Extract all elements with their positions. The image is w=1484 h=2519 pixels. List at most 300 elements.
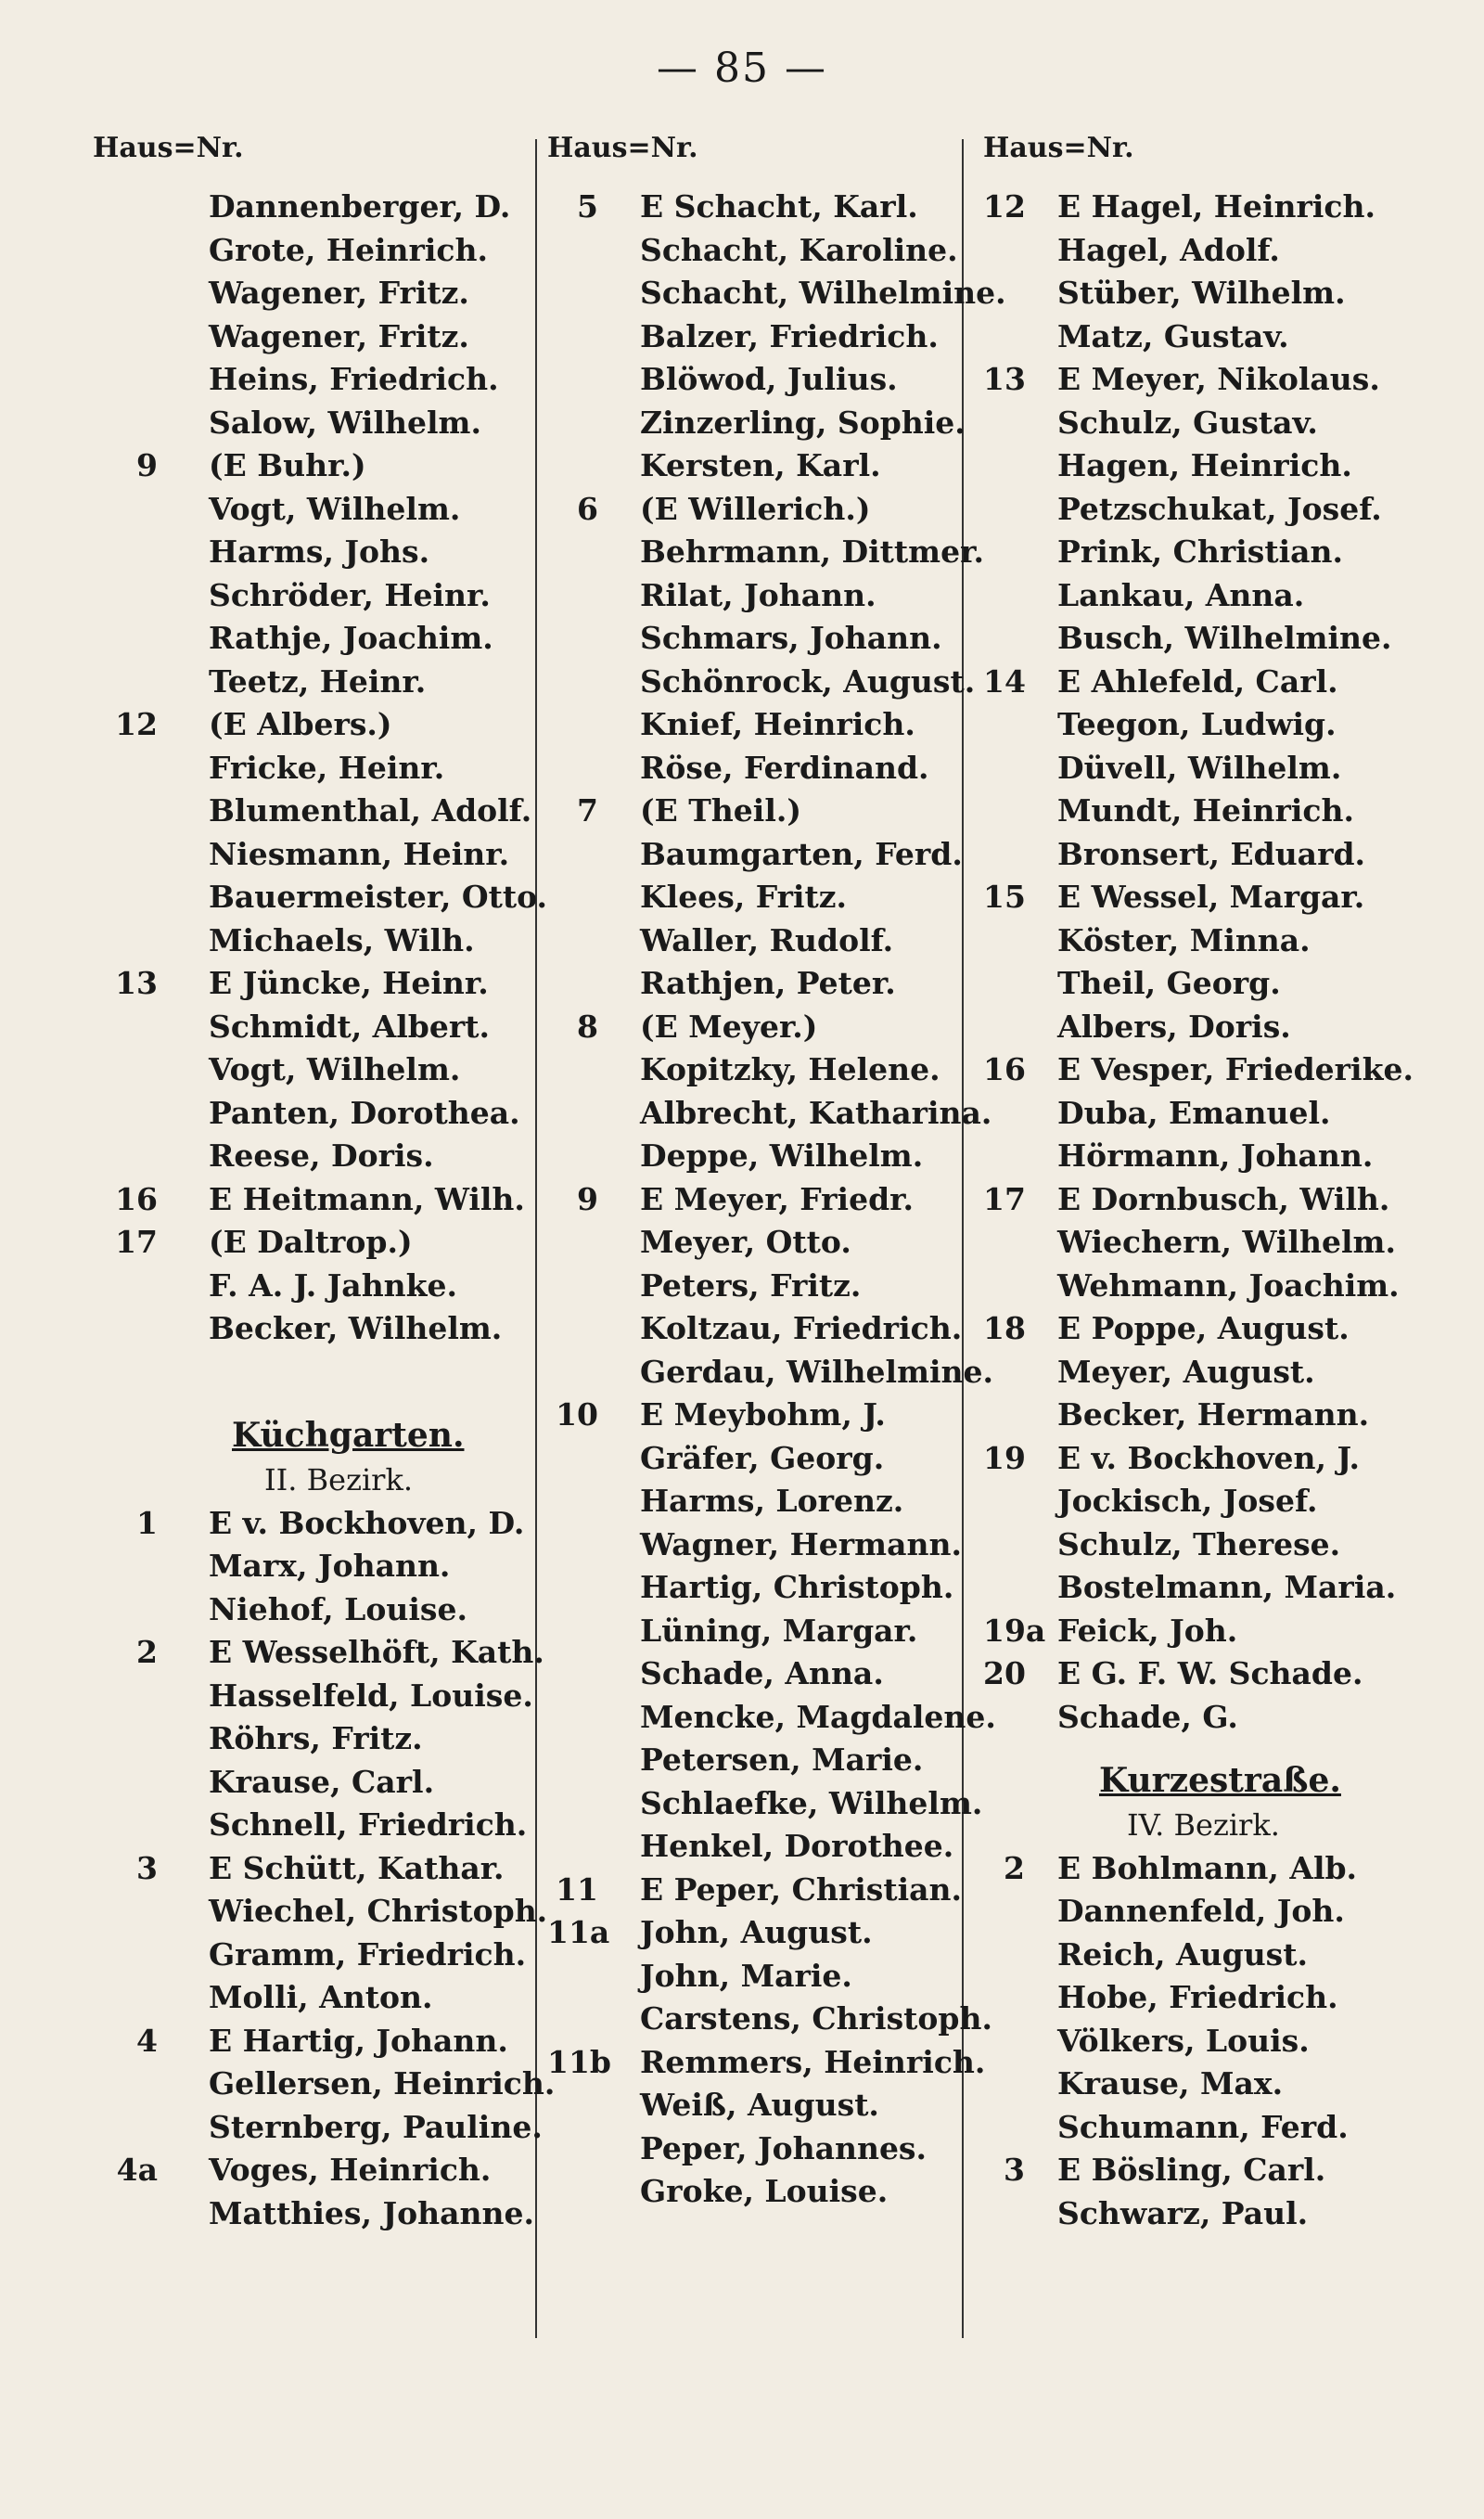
directory-entry (983, 1307, 1428, 1351)
directory-entry (547, 703, 974, 747)
resident-name: E v. Bockhoven, D. (209, 1504, 525, 1541)
resident-name: E Ahlefeld, Carl. (1057, 662, 1338, 700)
house-number: 12 (983, 188, 1026, 225)
house-number: 7 (577, 792, 598, 829)
house-number: 20 (983, 1655, 1026, 1691)
resident-name: Mundt, Heinrich. (1057, 792, 1355, 829)
house-number: 4 (136, 2022, 158, 2059)
directory-entry (983, 1178, 1428, 1222)
directory-entry (983, 1652, 1428, 1696)
resident-name: F. A. J. Jahnke. (209, 1266, 458, 1304)
directory-entry (547, 876, 974, 919)
house-number: 12 (115, 706, 158, 742)
resident-name: Schmars, Johann. (640, 620, 942, 656)
resident-name: Albrecht, Katharina. (640, 1094, 992, 1131)
resident-name: E Meyer, Nikolaus. (1057, 361, 1380, 397)
directory-entry (93, 1761, 538, 1805)
resident-name: Schacht, Karoline. (640, 231, 958, 268)
directory-entry (983, 2063, 1428, 2106)
house-number: 16 (983, 1051, 1026, 1087)
resident-name: Feick, Joh. (1057, 1612, 1238, 1649)
directory-entry (93, 1717, 538, 1761)
directory-entry (547, 1566, 974, 1610)
house-number: 19a (983, 1612, 1046, 1649)
directory-entry (983, 1437, 1428, 1481)
resident-name: Niehof, Louise. (209, 1590, 467, 1627)
directory-entry (983, 617, 1428, 661)
directory-entry (547, 617, 974, 661)
resident-name: Bronsert, Eduard. (1057, 835, 1366, 872)
resident-name: Köster, Minna. (1057, 921, 1311, 958)
resident-name: Panten, Dorothea. (209, 1094, 520, 1131)
resident-name: Deppe, Wilhelm. (640, 1137, 924, 1174)
resident-name: Lankau, Anna. (1057, 576, 1305, 613)
house-number: 13 (115, 965, 158, 1001)
resident-name: Krause, Max. (1057, 2065, 1284, 2101)
resident-name: Peper, Johannes. (640, 2129, 928, 2166)
directory-entry (983, 2149, 1428, 2192)
resident-name: Schönrock, August. (640, 662, 976, 700)
directory-entry (547, 2041, 986, 2085)
street-heading: Kurzestraße. (1099, 1761, 1341, 1800)
column-1 (93, 130, 556, 2375)
directory-entry (93, 1847, 538, 1891)
resident-name: Wiechern, Wilhelm. (1057, 1224, 1396, 1260)
resident-name: Carstens, Christoph. (640, 2000, 992, 2037)
directory-entry (547, 1307, 974, 1351)
house-number: 9 (577, 1180, 598, 1217)
house-number: 3 (1004, 2152, 1025, 2188)
directory-entry (93, 1976, 538, 2020)
resident-name: Duba, Emanuel. (1057, 1094, 1331, 1131)
resident-name: Matz, Gustav. (1057, 317, 1289, 354)
resident-name: (E Willerich.) (640, 490, 871, 527)
house-number: 3 (136, 1849, 158, 1886)
directory-entry (983, 488, 1428, 532)
directory-entry (547, 1135, 974, 1178)
resident-name: Harms, Johs. (209, 533, 430, 570)
directory-entry (93, 488, 538, 532)
directory-entry (547, 1610, 974, 1653)
resident-name: Rilat, Johann. (640, 576, 876, 613)
directory-entry (93, 703, 538, 747)
directory-entry (547, 661, 974, 704)
house-number: 18 (983, 1310, 1026, 1346)
directory-entry (93, 1890, 548, 1934)
street-heading: Küchgarten. (232, 1416, 465, 1455)
resident-name: Hobe, Friedrich. (1057, 1979, 1338, 2015)
directory-entry (93, 1588, 538, 1632)
directory-entry (983, 1480, 1428, 1523)
directory-entry (93, 531, 538, 574)
directory-entry (983, 1006, 1428, 1049)
resident-name: Schmidt, Albert. (209, 1008, 490, 1045)
directory-entry (547, 229, 974, 273)
directory-entry (93, 1545, 538, 1588)
directory-entry (93, 444, 538, 488)
directory-entry (547, 2127, 974, 2171)
directory-entry (547, 1825, 974, 1869)
resident-name: Lüning, Margar. (640, 1612, 918, 1649)
resident-name: Hasselfeld, Louise. (209, 1677, 533, 1714)
section-spacer (93, 1351, 538, 1394)
house-number: 17 (983, 1180, 1026, 1217)
resident-name: Becker, Hermann. (1057, 1396, 1370, 1433)
district-label: II. Bezirk. (264, 1462, 414, 1497)
resident-name: E Wesselhöft, Kath. (209, 1634, 544, 1670)
directory-entry (983, 919, 1428, 963)
resident-name: E G. F. W. Schade. (1057, 1655, 1363, 1691)
directory-entry (547, 444, 974, 488)
resident-name: E Poppe, August. (1057, 1310, 1350, 1346)
directory-entry (547, 186, 974, 229)
resident-name: Teegon, Ludwig. (1057, 706, 1337, 742)
resident-name: Schumann, Ferd. (1057, 2108, 1349, 2145)
directory-entry (547, 1869, 974, 1912)
resident-name: Stüber, Wilhelm. (1057, 275, 1346, 311)
directory-entry (547, 747, 974, 790)
resident-name: Blöwod, Julius. (640, 361, 898, 397)
resident-name: Gräfer, Georg. (640, 1439, 885, 1476)
resident-name: E Meyer, Friedr. (640, 1180, 914, 1217)
directory-entry (93, 186, 538, 229)
directory-entry (983, 703, 1428, 747)
entry-list (93, 1502, 556, 2236)
resident-name: Harms, Lorenz. (640, 1483, 904, 1519)
house-number: 2 (136, 1634, 158, 1670)
directory-entry (547, 531, 984, 574)
resident-name: Wiechel, Christoph. (209, 1893, 548, 1929)
resident-name: John, August. (640, 1914, 873, 1950)
resident-name: Schwarz, Paul. (1057, 2194, 1309, 2231)
directory-entry (983, 1394, 1428, 1437)
directory-entry (93, 1048, 538, 1092)
directory-entry (983, 1890, 1428, 1934)
resident-name: Bostelmann, Maria. (1057, 1569, 1397, 1605)
directory-entry (983, 1523, 1428, 1567)
directory-entry (93, 1631, 544, 1675)
directory-entry (983, 1610, 1428, 1653)
resident-name: Düvell, Wilhelm. (1057, 749, 1342, 786)
resident-name: E Peper, Christian. (640, 1870, 962, 1908)
directory-entry (93, 661, 538, 704)
resident-name: Wagner, Hermann. (640, 1525, 962, 1562)
resident-name: Peters, Fritz. (640, 1266, 862, 1304)
resident-name: Gellersen, Heinrich. (209, 2065, 556, 2101)
directory-entry (547, 358, 974, 402)
house-number: 16 (115, 1180, 158, 1217)
resident-name: E Bösling, Carl. (1057, 2152, 1326, 2188)
resident-name: Schlaefke, Wilhelm. (640, 1784, 983, 1821)
resident-name: Michaels, Wilh. (209, 921, 475, 958)
directory-entry (983, 962, 1428, 1006)
house-number: 17 (115, 1224, 158, 1260)
directory-entry (983, 1696, 1428, 1740)
directory-entry (547, 272, 1006, 315)
resident-name: Klees, Fritz. (640, 879, 848, 915)
resident-name: Teetz, Heinr. (209, 662, 427, 700)
directory-entry (93, 919, 538, 963)
resident-name: Gerdau, Wilhelmine. (640, 1353, 993, 1390)
resident-name: Wagener, Fritz. (209, 317, 469, 354)
resident-name: Petersen, Marie. (640, 1741, 924, 1778)
directory-entry (93, 790, 538, 833)
directory-entry (93, 402, 538, 445)
directory-entry (983, 186, 1428, 229)
resident-name: E Dornbusch, Wilh. (1057, 1180, 1390, 1217)
directory-entry (547, 790, 974, 833)
resident-name: Wehmann, Joachim. (1057, 1266, 1400, 1304)
directory-entry (983, 790, 1428, 833)
resident-name: E Wessel, Margar. (1057, 879, 1365, 915)
district-label: IV. Bezirk. (1127, 1807, 1280, 1843)
directory-entry (547, 1911, 974, 1955)
directory-entry (983, 2020, 1428, 2063)
house-number: 11b (547, 2043, 611, 2080)
directory-entry (983, 1048, 1428, 1092)
directory-entry (983, 2192, 1428, 2236)
resident-name: Schröder, Heinr. (209, 576, 491, 613)
directory-entry (93, 1675, 538, 1718)
directory-entry (983, 272, 1428, 315)
directory-entry (983, 402, 1428, 445)
directory-entry (93, 1135, 538, 1178)
directory-entry (983, 531, 1428, 574)
resident-name: Mencke, Magdalene. (640, 1698, 996, 1735)
directory-entry (547, 833, 974, 877)
resident-name: Röhrs, Fritz. (209, 1720, 423, 1756)
directory-entry (93, 229, 538, 273)
directory-entry (547, 1739, 974, 1782)
house-number: 15 (983, 879, 1026, 915)
directory-entry (547, 2084, 974, 2127)
directory-entry (547, 2170, 974, 2214)
house-number: 5 (577, 188, 598, 225)
directory-entry (547, 1048, 974, 1092)
resident-name: Meyer, August. (1057, 1353, 1315, 1390)
house-number: 14 (983, 662, 1026, 700)
resident-name: Busch, Wilhelmine. (1057, 620, 1392, 656)
directory-entry (983, 358, 1428, 402)
directory-entry (983, 2106, 1428, 2150)
resident-name: John, Marie. (640, 1957, 852, 1994)
directory-entry (93, 1221, 538, 1265)
directory-entry (547, 1006, 974, 1049)
resident-name: Knief, Heinrich. (640, 706, 915, 742)
resident-name: Vogt, Wilhelm. (209, 1051, 461, 1087)
directory-entry (547, 315, 974, 359)
resident-name: Röse, Ferdinand. (640, 749, 929, 786)
directory-entry (93, 2149, 538, 2192)
directory-entry (93, 1804, 538, 1847)
resident-name: Schulz, Therese. (1057, 1525, 1341, 1562)
resident-name: Hagel, Adolf. (1057, 231, 1280, 268)
directory-entry (547, 1782, 983, 1826)
resident-name: Krause, Carl. (209, 1763, 435, 1800)
resident-name: Salow, Wilhelm. (209, 404, 481, 441)
directory-entry (983, 1847, 1428, 1891)
resident-name: (E Meyer.) (640, 1008, 818, 1045)
directory-entry (983, 1976, 1428, 2020)
resident-name: Kersten, Karl. (640, 447, 881, 483)
directory-entry (93, 315, 538, 359)
directory-entry (547, 488, 974, 532)
directory-entry (93, 1006, 538, 1049)
resident-name: Kopitzky, Helene. (640, 1051, 940, 1087)
directory-entry (983, 1092, 1428, 1136)
resident-name: E Hartig, Johann. (209, 2022, 508, 2059)
resident-name: Albers, Doris. (1057, 1008, 1291, 1045)
resident-name: Blumenthal, Adolf. (209, 792, 532, 829)
directory-entry (93, 1092, 538, 1136)
directory-entry (983, 876, 1428, 919)
resident-name: (E Theil.) (640, 792, 801, 829)
resident-name: Balzer, Friedrich. (640, 317, 939, 354)
directory-entry (983, 315, 1428, 359)
directory-entry (93, 747, 538, 790)
entry-list (93, 186, 548, 1351)
directory-entry (547, 1998, 992, 2041)
directory-entry (983, 1265, 1428, 1308)
directory-entry (547, 1437, 974, 1481)
resident-name: Becker, Wilhelm. (209, 1310, 503, 1346)
resident-name: Behrmann, Dittmer. (640, 533, 984, 570)
directory-entry (93, 1502, 538, 1546)
directory-entry (547, 1221, 974, 1265)
directory-entry (547, 1265, 974, 1308)
directory-entry (983, 574, 1428, 618)
directory-entry (983, 661, 1428, 704)
entry-list (983, 186, 1428, 1739)
directory-entry (93, 574, 538, 618)
directory-entry (983, 747, 1428, 790)
resident-name: Hagen, Heinrich. (1057, 447, 1352, 483)
house-number: 8 (577, 1008, 598, 1045)
resident-name: Schulz, Gustav. (1057, 404, 1318, 441)
resident-name: (E Buhr.) (209, 447, 366, 483)
directory-entry (93, 833, 538, 877)
directory-entry (93, 1307, 538, 1351)
house-number-header: Haus=Nr. (93, 132, 244, 164)
resident-name: Weiß, August. (640, 2087, 879, 2123)
house-number: 6 (577, 490, 598, 527)
house-number: 9 (136, 447, 158, 483)
resident-name: Wagener, Fritz. (209, 275, 469, 311)
resident-name: Prink, Christian. (1057, 533, 1343, 570)
resident-name: Sternberg, Pauline. (209, 2108, 543, 2145)
resident-name: Rathjen, Peter. (640, 965, 896, 1001)
directory-entry (547, 1178, 974, 1222)
directory-entry (983, 1566, 1428, 1610)
resident-name: E Vesper, Friederike. (1057, 1051, 1414, 1087)
resident-name: E Schütt, Kathar. (209, 1849, 505, 1886)
resident-name: Vogt, Wilhelm. (209, 490, 461, 527)
resident-name: E Hagel, Heinrich. (1057, 188, 1375, 225)
directory-entry (93, 876, 548, 919)
directory-entry (547, 1652, 974, 1696)
resident-name: E Bohlmann, Alb. (1057, 1849, 1358, 1886)
resident-name: Groke, Louise. (640, 2173, 889, 2209)
resident-name: Matthies, Johanne. (209, 2194, 534, 2231)
resident-name: Schade, G. (1057, 1698, 1238, 1735)
directory-entry (93, 272, 538, 315)
directory-entry (547, 1955, 974, 1998)
resident-name: Völkers, Louis. (1057, 2022, 1310, 2059)
directory-entry (983, 1221, 1428, 1265)
entry-list (983, 1847, 1428, 2236)
resident-name: Hartig, Christoph. (640, 1569, 954, 1605)
resident-name: Rathje, Joachim. (209, 620, 493, 656)
resident-name: (E Albers.) (209, 706, 392, 742)
resident-name: Remmers, Heinrich. (640, 2043, 986, 2080)
resident-name: Schade, Anna. (640, 1655, 884, 1691)
house-number: 1 (136, 1504, 158, 1541)
resident-name: Niesmann, Heinr. (209, 835, 510, 872)
directory-entry (983, 1934, 1428, 1977)
column-3 (983, 130, 1428, 2375)
directory-entry (93, 2106, 543, 2150)
resident-name: Theil, Georg. (1057, 965, 1281, 1001)
directory-entry (547, 1394, 974, 1437)
resident-name: E Jüncke, Heinr. (209, 965, 489, 1001)
directory-entry (983, 229, 1428, 273)
resident-name: E Meybohm, J. (640, 1396, 886, 1433)
directory-entry (547, 574, 974, 618)
directory-entry (547, 402, 974, 445)
house-number: 4a (116, 2152, 158, 2188)
directory-entry (547, 962, 974, 1006)
resident-name: Molli, Anton. (209, 1979, 433, 2015)
house-number: 19 (983, 1439, 1026, 1476)
house-number: 2 (1004, 1849, 1025, 1886)
resident-name: Reich, August. (1057, 1935, 1308, 1973)
directory-entry (93, 962, 538, 1006)
resident-name: Schacht, Wilhelmine. (640, 275, 1006, 311)
resident-name: Marx, Johann. (209, 1548, 451, 1584)
directory-entry (983, 444, 1428, 488)
resident-name: Henkel, Dorothee. (640, 1828, 954, 1864)
resident-name: Baumgarten, Ferd. (640, 835, 963, 872)
resident-name: Meyer, Otto. (640, 1224, 851, 1260)
resident-name: Koltzau, Friedrich. (640, 1310, 963, 1346)
resident-name: Heins, Friedrich. (209, 361, 499, 397)
resident-name: Grote, Heinrich. (209, 231, 488, 268)
resident-name: Gramm, Friedrich. (209, 1935, 527, 1973)
resident-name: (E Daltrop.) (209, 1224, 413, 1260)
resident-name: E Heitmann, Wilh. (209, 1180, 525, 1217)
directory-entry (547, 1480, 974, 1523)
resident-name: Reese, Doris. (209, 1137, 434, 1174)
resident-name: Hörmann, Johann. (1057, 1137, 1374, 1174)
house-number-header: Haus=Nr. (547, 132, 698, 164)
house-number: 11 (556, 1870, 598, 1908)
directory-entry (93, 1265, 538, 1308)
directory-entry (93, 2063, 556, 2106)
directory-entry (93, 2020, 538, 2063)
resident-name: Fricke, Heinr. (209, 749, 445, 786)
resident-name: Bauermeister, Otto. (209, 879, 548, 915)
directory-entry (547, 1092, 992, 1136)
directory-entry (983, 1135, 1428, 1178)
directory-entry (93, 617, 538, 661)
directory-entry (93, 358, 538, 402)
house-number: 10 (556, 1396, 598, 1433)
directory-entry (547, 1696, 996, 1740)
resident-name: E Schacht, Karl. (640, 188, 918, 225)
directory-entry (983, 1351, 1428, 1394)
resident-name: E v. Bockhoven, J. (1057, 1439, 1361, 1476)
directory-entry (547, 1523, 974, 1567)
